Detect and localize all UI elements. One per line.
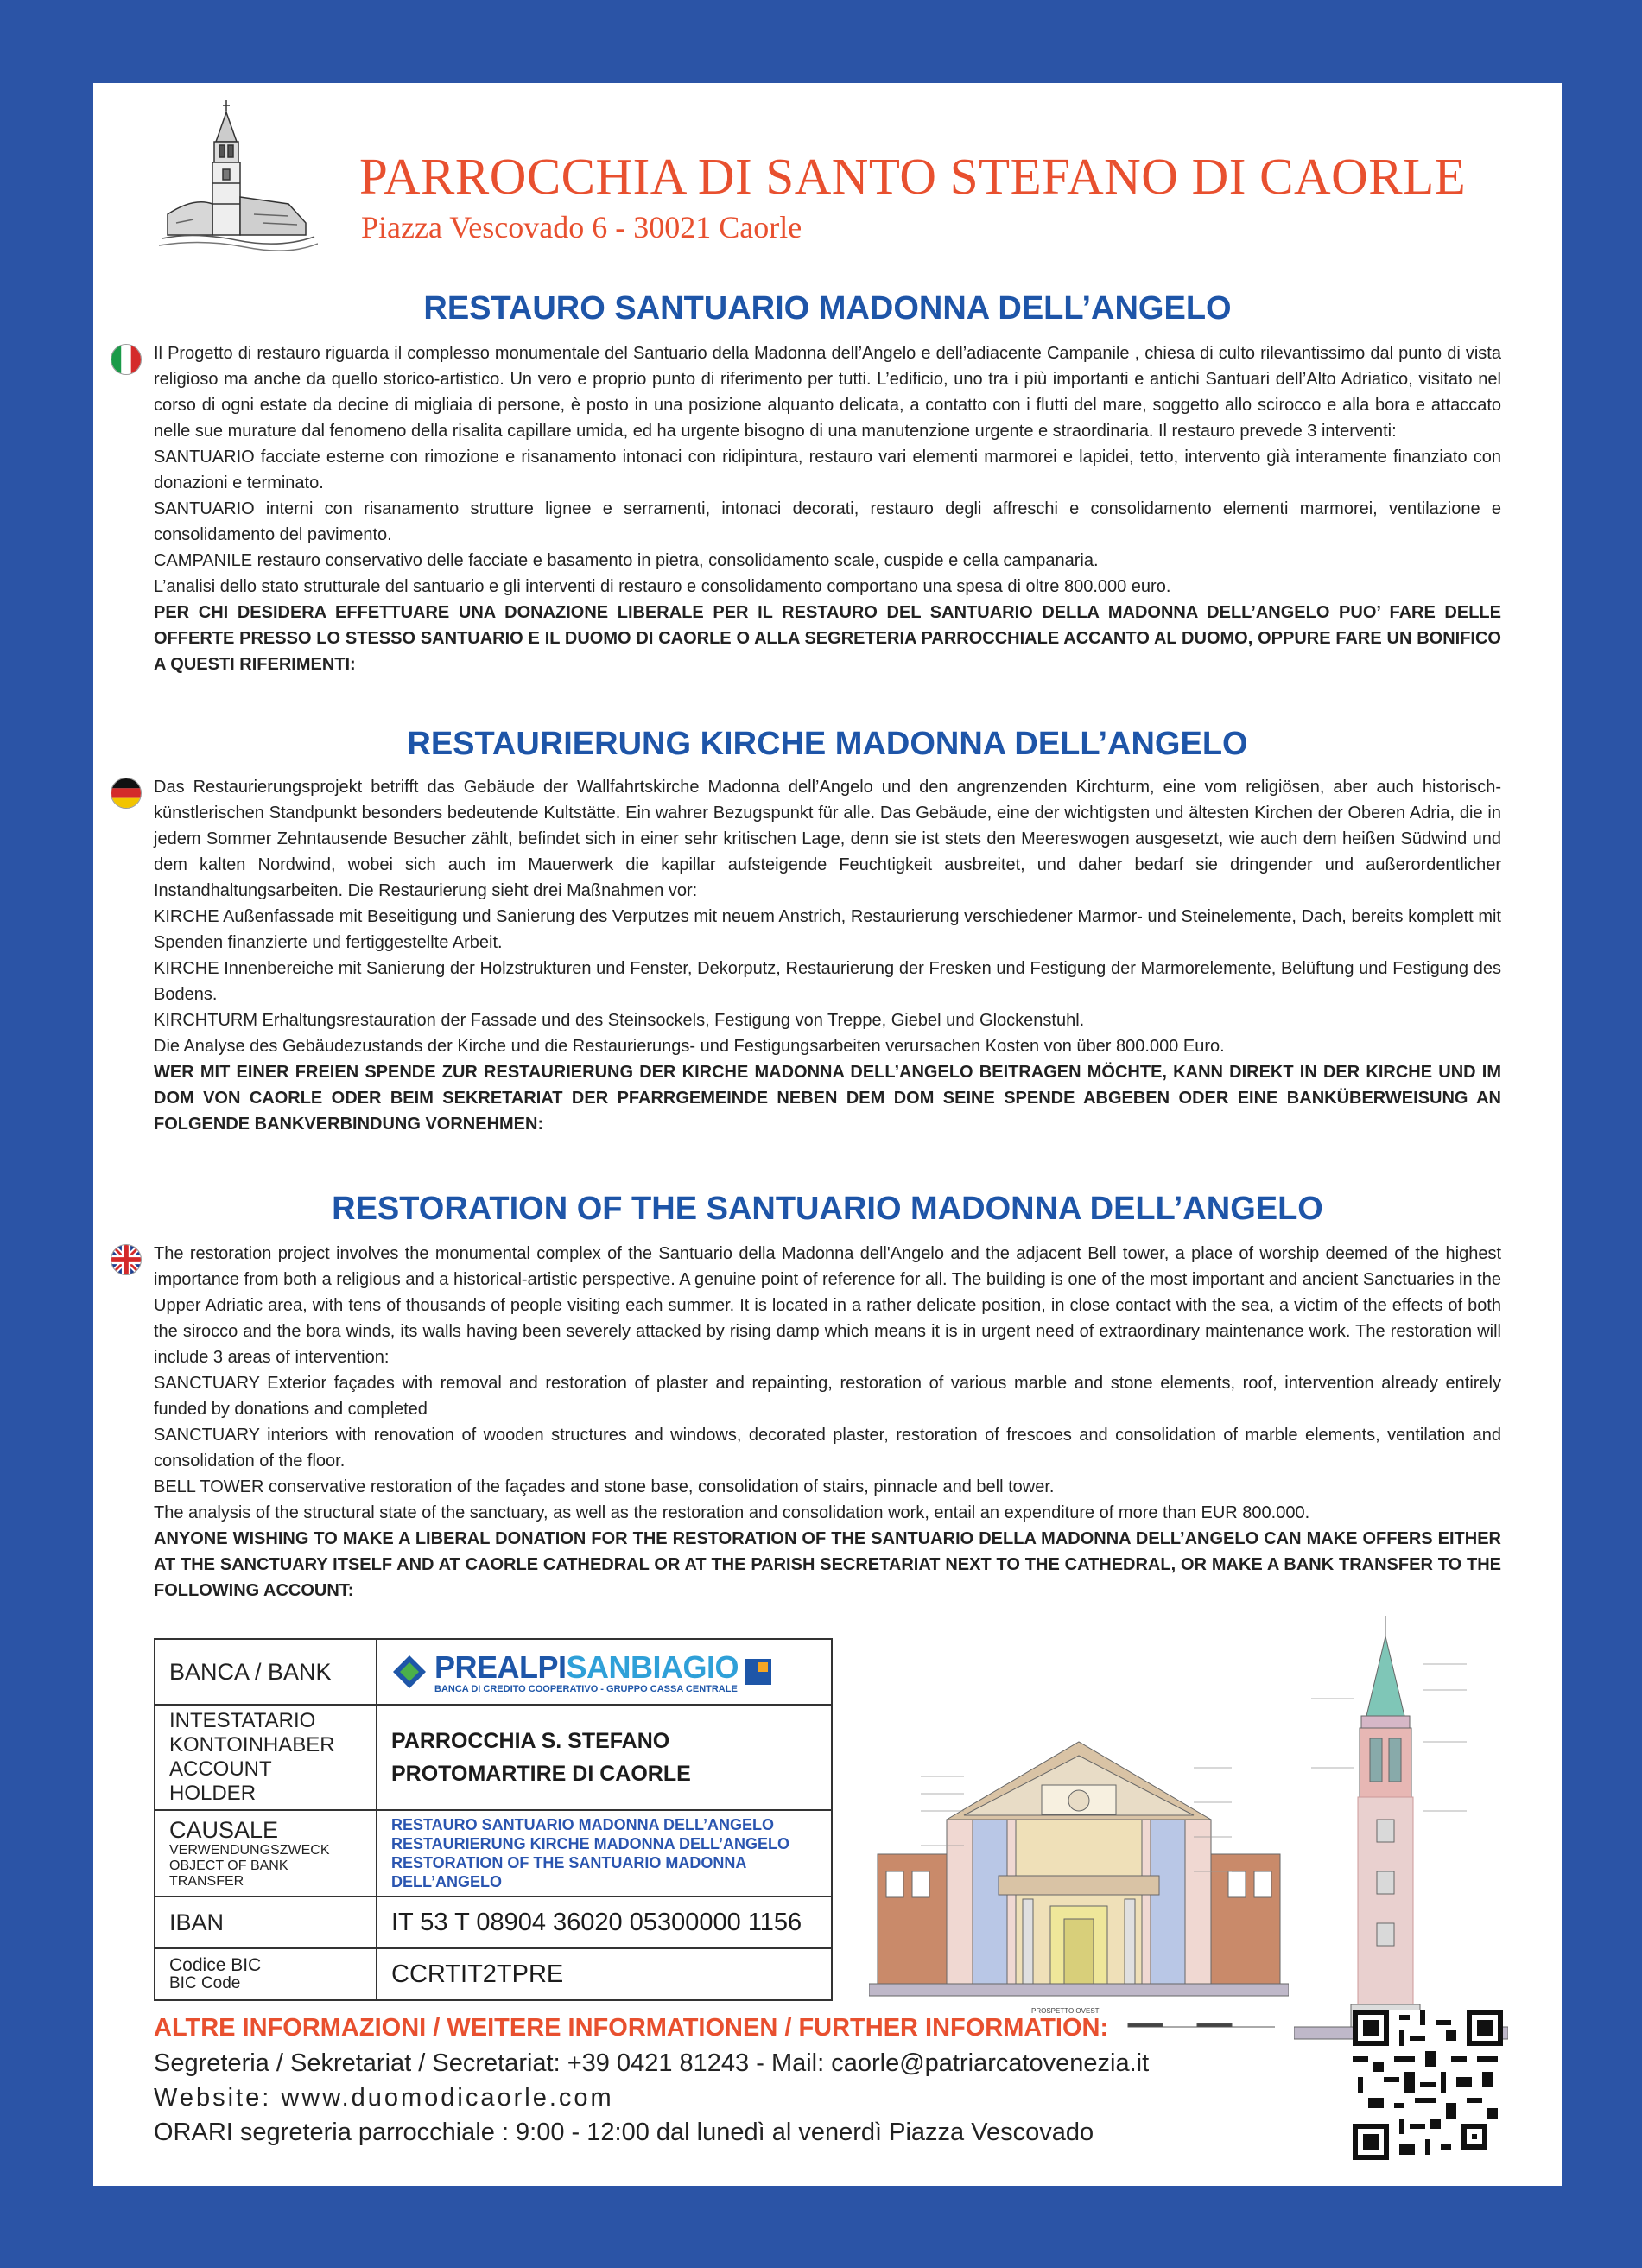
holder-label: ACCOUNT HOLDER	[169, 1757, 272, 1805]
uk-flag-icon	[111, 1244, 142, 1275]
intervention-item: KIRCHTURM Erhaltungsrestauration der Fassade und des Steinsockels, Festigung von Treppe, Giebel und Glockenstuhl.	[154, 1011, 1085, 1030]
section-body-en	[154, 1241, 1501, 1604]
poster-page	[93, 83, 1562, 2186]
intervention-item: SANCTUARY interiors with renovation of wooden structures and windows, decorated plaster, restoration of frescoes and consolidation of marble elements, ventilation and consolidation of the floor.	[154, 1426, 1501, 1471]
website-line: Website: www.duomodicaorle.com	[154, 2084, 614, 2112]
section-title-de: RESTAURIERUNG KIRCHE MADONNA DELL’ANGELO	[407, 726, 1248, 762]
further-info-footer	[154, 2010, 1346, 2150]
bank-tagline: BANCA DI CREDITO COOPERATIVO - GRUPPO CASSA CENTRALE	[434, 1684, 738, 1694]
iban-row	[155, 1896, 832, 1948]
church-caption: PROSPETTO OVEST	[1031, 2007, 1100, 2015]
parish-title: PARROCCHIA DI SANTO STEFANO DI CAORLE	[359, 148, 1467, 205]
holder-label-cell	[155, 1705, 377, 1810]
bank-logo-cell	[377, 1639, 832, 1705]
cost-text: The analysis of the structural state of the sanctuary, as well as the restoration and consolidation work, entail an expenditure of more than EUR 800.000.	[154, 1503, 1310, 1522]
bank-logo	[391, 1649, 817, 1694]
holder-row	[155, 1705, 832, 1810]
cost-text: Die Analyse des Gebäudezustands der Kirche und die Restaurierungs- und Festigungsarbeiten verursachen Kosten von über 800.000 Euro.	[154, 1037, 1225, 1056]
causale-value: RESTAURO SANTUARIO MADONNA DELL’ANGELO	[391, 1816, 774, 1833]
intervention-item: KIRCHE Außenfassade mit Beseitigung und Sanierung des Verputzes mit neuem Anstrich, Restaurierung verschiedener Marmor- und Steinelemente, Dach, bereits komplett mit Spenden finanzierte und fertiggestellte Arbeit.	[154, 907, 1501, 952]
iban-value: IT 53 T 08904 36020 05300000 1156	[391, 1908, 802, 1936]
cost-text: L’analisi dello stato strutturale del santuario e gli interventi di restauro e consolidamento comportano una spesa di oltre 800.000 euro.	[154, 577, 1171, 596]
bank-diamond-icon	[391, 1654, 428, 1690]
donation-appeal: PER CHI DESIDERA EFFETTUARE UNA DONAZIONE LIBERALE PER IL RESTAURO DEL SANTUARIO DELLA MADONNA DELL’ANGELO PUO’ FARE DELLE OFFERTE PRESSO LO STESSO SANTUARIO E IL DUOMO DI CAORLE O ALLA SEGRETERIA PARROCCHIALE ACCANTO AL DUOMO, OPPURE FARE UN BONIFICO A QUESTI RIFERIMENTI:	[154, 603, 1501, 674]
bank-name-a: PREALPI	[434, 1649, 567, 1685]
italy-flag-icon	[111, 344, 142, 375]
intro-text: Das Restaurierungsprojekt betrifft das Gebäude der Wallfahrtskirche Madonna dell’Angelo und den angrenzenden Kirchturm, eine vom religiösen, aber auch historisch-künstlerischen Standpunkt besonders bedeutende Kultstätte. Ein wahrer Bezugspunkt für alle. Das Gebäude, eine der wichtigsten und ältesten Kirchen der Oberen Adria, die in jedem Sommer Zehntausende Besucher zählt, befindet sich in einer sehr kritischen Lage, denn sie ist stets den Meereswogen ausgesetzt, wie auch dem heißen Südwind und dem kalten Nordwind, wobei sich auch im Mauerwerk die kapillar aufsteigende Feuchtigkeit ausbreitet, und daher bedarf sie dringender und außerordentlicher Instandhaltungsarbeiten. Die Restaurierung sieht drei Maßnahmen vor:	[154, 778, 1501, 900]
bic-label-cell	[155, 1948, 377, 2000]
causale-label-cell	[155, 1810, 377, 1896]
intro-text: The restoration project involves the monumental complex of the Santuario della Madonna dell'Angelo and the adjacent Bell tower, a place of worship deemed of the highest importance from both a religious and a historical-artistic perspective. A genuine point of reference for all. The building is one of the most important and ancient Sanctuaries in the Upper Adriatic area, with tens of thousands of people visiting each summer. It is located in a rather delicate position, in close contact with the sea, a victim of the effects of both the sirocco and the bora winds, its walls having been severely attacked by rising damp which means it is in urgent need of extraordinary maintenance work. The restoration will include 3 areas of intervention:	[154, 1244, 1501, 1367]
bank-label-cell	[155, 1639, 377, 1705]
section-body-de	[154, 774, 1501, 1137]
donation-appeal: WER MIT EINER FREIEN SPENDE ZUR RESTAURIERUNG DER KIRCHE MADONNA DELL’ANGELO BEITRAGEN MÖCHTE, KANN DIREKT IN DER KIRCHE UND IM DOM VON CAORLE ODER BEIM SEKRETARIAT DER PFARRGEMEINDE NEBEN DEM DOM SEINE SPENDE ABGEBEN ODER EINE BANKÜBERWEISUNG AN FOLGENDE BANKVERBINDUNG VORNEHMEN:	[154, 1063, 1501, 1134]
iban-label: IBAN	[169, 1909, 225, 1935]
section-title-en: RESTORATION OF THE SANTUARIO MADONNA DELL’ANGELO	[332, 1191, 1323, 1227]
bic-label: Codice BIC	[169, 1955, 262, 1975]
holder-label: INTESTATARIO	[169, 1709, 316, 1732]
causale-value: RESTORATION OF THE SANTUARIO MADONNA DELL’ANGELO	[391, 1854, 746, 1890]
holder-value: PARROCCHIA S. STEFANO	[391, 1729, 670, 1753]
bell-tower-drawing	[1294, 1612, 1508, 2062]
donation-appeal: ANYONE WISHING TO MAKE A LIBERAL DONATION FOR THE RESTORATION OF THE SANTUARIO DELLA MADONNA DELL’ANGELO CAN MAKE OFFERS EITHER AT THE SANCTUARY ITSELF AND AT CAORLE CATHEDRAL OR AT THE PARISH SECRETARIAT NEXT TO THE CATHEDRAL, OR MAKE A BANK TRANSFER TO THE FOLLOWING ACCOUNT:	[154, 1529, 1501, 1600]
intervention-item: KIRCHE Innenbereiche mit Sanierung der Holzstrukturen und Fenster, Dekorputz, Restaurierung der Fresken und Festigung der Marmorelemente, Belüftung und Festigung des Bodens.	[154, 959, 1501, 1004]
holder-value-cell	[377, 1705, 832, 1810]
church-facade-drawing	[869, 1673, 1289, 2055]
causale-value-cell	[377, 1810, 832, 1896]
bank-square-icon	[745, 1659, 771, 1685]
bank-details-table	[154, 1638, 833, 2001]
intervention-item: BELL TOWER conservative restoration of the façades and stone base, consolidation of stairs, pinnacle and bell tower.	[154, 1477, 1055, 1496]
bic-value-cell	[377, 1948, 832, 2000]
holder-label: KONTOINHABER	[169, 1733, 335, 1757]
section-body-it	[154, 340, 1501, 677]
causale-sublabel: VERWENDUNGSZWECK	[169, 1843, 330, 1858]
bic-label: BIC Code	[169, 1974, 241, 1992]
bank-label: BANCA / BANK	[169, 1659, 332, 1685]
parish-address: Piazza Vescovado 6 - 30021 Caorle	[361, 210, 802, 245]
holder-value: PROTOMARTIRE DI CAORLE	[391, 1762, 691, 1786]
intro-text: Il Progetto di restauro riguarda il complesso monumentale del Santuario della Madonna dell’Angelo e dell’adiacente Campanile , chiesa di culto rilevantissimo dal punto di vista religioso ma anche da quello storico-artistico. Un vero e proprio punto di riferimento per tutti. L’edificio, uno tra i più importanti e antichi Santuari dell’Alto Adriatico, visitato nel corso di ogni estate da decine di migliaia di persone, è posto in una posizione alquanto delicata, a contatto con i flutti del mare, soggetto allo scirocco e alla bora e attaccato nelle sue murature dal fenomeno della risalita capillare umida, ed ha urgente bisogno di una manutenzione urgente e straordinaria. Il restauro prevede 3 interventi:	[154, 344, 1501, 441]
bell-tower-sketch-logo	[159, 93, 318, 251]
iban-label-cell	[155, 1896, 377, 1948]
qr-code-icon	[1353, 2010, 1503, 2160]
bank-row	[155, 1639, 832, 1705]
causale-sublabel: OBJECT OF BANK TRANSFER	[169, 1858, 288, 1889]
intervention-item: SANTUARIO interni con risanamento strutture lignee e serramenti, intonaci decorati, restauro degli affreschi e consolidamento elementi marmorei, ventilazione e consolidamento del pavimento.	[154, 499, 1501, 544]
footer-title: ALTRE INFORMAZIONI / WEITERE INFORMATIONEN / FURTHER INFORMATION:	[154, 2014, 1109, 2042]
bank-name-b: SANBIAGIO	[566, 1649, 739, 1685]
germany-flag-icon	[111, 778, 142, 809]
bic-value: CCRTIT2TPRE	[391, 1960, 564, 1988]
contact-line: Segreteria / Sekretariat / Secretariat: +39 0421 81243 - Mail: caorle@patriarcatovenezia.it	[154, 2049, 1150, 2077]
causale-value: RESTAURIERUNG KIRCHE MADONNA DELL’ANGELO	[391, 1835, 790, 1852]
intervention-item: SANTUARIO facciate esterne con rimozione e risanamento intonaci con ridipintura, restauro vari elementi marmorei e lapidei, tetto, intervento già interamente finanziato con donazioni e terminato.	[154, 448, 1501, 492]
bic-row	[155, 1948, 832, 2000]
intervention-item: CAMPANILE restauro conservativo delle facciate e basamento in pietra, consolidamento scale, cuspide e cella campanaria.	[154, 551, 1099, 570]
causale-label: CAUSALE	[169, 1817, 279, 1843]
hours-line: ORARI segreteria parrocchiale : 9:00 - 12:00 dal lunedì al venerdì Piazza Vescovado	[154, 2119, 1094, 2146]
causale-row	[155, 1810, 832, 1896]
iban-value-cell	[377, 1896, 832, 1948]
section-title-it: RESTAURO SANTUARIO MADONNA DELL’ANGELO	[423, 290, 1232, 327]
intervention-item: SANCTUARY Exterior façades with removal and restoration of plaster and repainting, restoration of various marble and stone elements, roof, intervention already entirely funded by donations and completed	[154, 1374, 1501, 1419]
